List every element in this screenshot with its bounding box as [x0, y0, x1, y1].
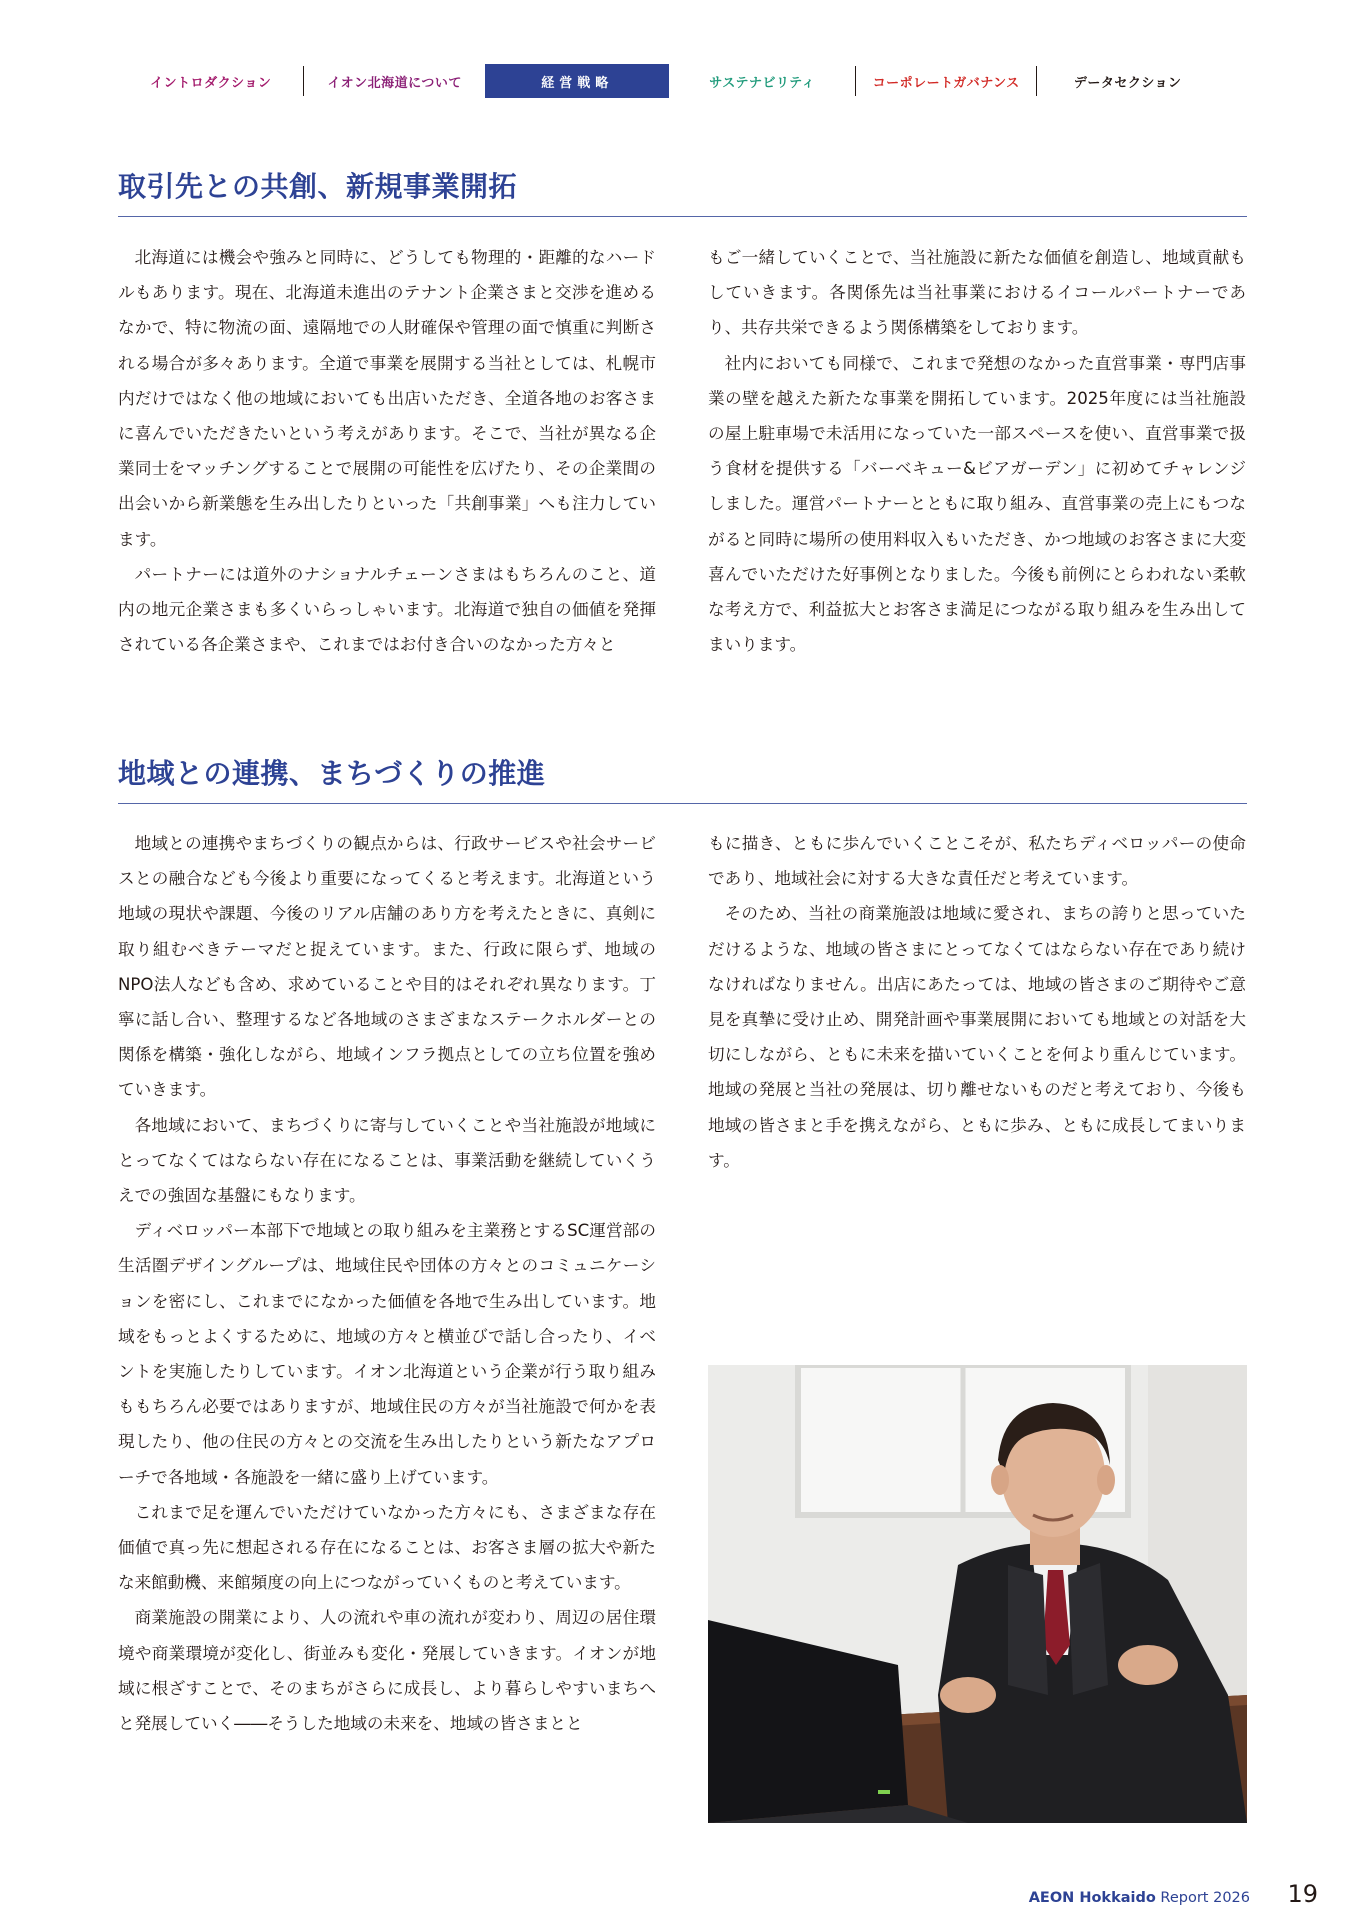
nav-tab-introduction[interactable]: イントロダクション — [150, 75, 272, 91]
nav-tab-about-aeon-hokkaido[interactable]: イオン北海道について — [327, 75, 462, 91]
report-year: Report 2026 — [1155, 1890, 1250, 1906]
section-divider — [118, 803, 1247, 804]
page-number: 19 — [1287, 1880, 1318, 1908]
paragraph: 商業施設の開業により、人の流れや車の流れが変わり、周辺の居住環境や商業環境が変化し、街並みも変化・発展していきます。イオンが地域に根ざすことで、そのまちがさらに成長し、より暮らしやすいまちへと発展していく――そうした地域の未来を、地域の皆さまとと — [118, 1608, 656, 1734]
paragraph: 社内においても同様で、これまで発想のなかった直営事業・専門店事業の壁を越えた新たな事業を開拓しています。2025年度には当社施設の屋上駐車場で未活用になっていた一部スペースを使い、直営事業で扱う食材を提供する「バーベキュー&ビアガーデン」に初めてチャレンジしました。運営パートナーとともに取り組み、直営事業の売上にもつながると同時に場所の使用料収入もいただき、かつ地域のお客さまに大変喜んでいただけた好事例となりました。今後も前例にとらわれない柔軟な考え方で、利益拡大とお客さま満足につながる取り組みを生み出してまいります。 — [708, 353, 1246, 655]
section2-left-column — [118, 826, 656, 1741]
paragraph: 各地域において、まちづくりに寄与していくことや当社施設が地域にとってなくてはならない存在になることは、事業活動を継続していくうえでの強固な基盤にもなります。 — [118, 1115, 656, 1206]
paragraph: 地域との連携やまちづくりの観点からは、行政サービスや社会サービスとの融合なども今後より重要になってくると考えます。北海道という地域の現状や課題、今後のリアル店舗のあり方を考えたときに、真剣に取り組むべきテーマだと捉えています。また、行政に限らず、地域のNPO法人なども含め、求めていることや目的はそれぞれ異なります。丁寧に話し合い、整理するなど各地域のさまざまなステークホルダーとの関係を構築・強化しながら、地域インフラ拠点としての立ち位置を強めていきます。 — [118, 834, 656, 1100]
nav-tab-corporate-governance[interactable]: コーポレートガバナンス — [872, 75, 1020, 91]
paragraph: これまで足を運んでいただけていなかった方々にも、さまざまな存在価値で真っ先に想起される存在になることは、お客さま層の拡大や新たな来館動機、来館頻度の向上につながっていくものと考えています。 — [118, 1502, 656, 1593]
section-divider — [118, 216, 1247, 217]
section-title-regional-collaboration: 地域との連携、まちづくりの推進 — [118, 757, 546, 790]
paragraph: パートナーには道外のナショナルチェーンさまはもちろんのこと、道内の地元企業さまも多くいらっしゃいます。北海道で独自の価値を発揮されている各企業さまや、これまではお付き合いのなかった方々と — [118, 564, 656, 655]
section-title-co-creation: 取引先との共創、新規事業開拓 — [118, 170, 518, 203]
section2-right-column — [708, 826, 1246, 1178]
brand-name: AEON Hokkaido — [1028, 1890, 1156, 1906]
paragraph: もに描き、ともに歩んでいくことこそが、私たちディベロッパーの使命であり、地域社会に対する大きな責任だと考えています。 — [708, 834, 1246, 889]
top-navigation — [118, 64, 1218, 98]
section1-right-column — [708, 240, 1246, 662]
report-brand — [1029, 1890, 1250, 1906]
nav-tab-data-section[interactable]: データセクション — [1073, 75, 1182, 91]
nav-tab-management-strategy[interactable]: 経営戦略 — [485, 64, 669, 98]
executive-illustration — [708, 1365, 1247, 1823]
paragraph: もご一緒していくことで、当社施設に新たな価値を創造し、地域貢献もしていきます。各関係先は当社事業におけるイコールパートナーであり、共存共栄できるよう関係構築をしております。 — [708, 248, 1246, 338]
paragraph: 北海道には機会や強みと同時に、どうしても物理的・距離的なハードルもあります。現在、北海道未進出のテナント企業さまと交渉を進めるなかで、特に物流の面、遠隔地での人財確保や管理の面で慎重に判断される場合が多々あります。全道で事業を展開する当社としては、札幌市内だけではなく他の地域においても出店いただき、全道各地のお客さまに喜んでいただきたいという考えがあります。そこで、当社が異なる企業同士をマッチングすることで展開の可能性を広げたり、その企業間の出会いから新業態を生み出したりといった「共創事業」へも注力しています。 — [118, 248, 656, 549]
paragraph: そのため、当社の商業施設は地域に愛され、まちの誇りと思っていただけるような、地域の皆さまにとってなくてはならない存在であり続けなければなりません。出店にあたっては、地域の皆さまのご期待やご意見を真摯に受け止め、開発計画や事業展開においても地域との対話を大切にしながら、ともに未来を描いていくことを何より重んじています。地域の発展と当社の発展は、切り離せないものだと考えており、今後も地域の皆さまと手を携えながら、ともに歩み、ともに成長してまいります。 — [708, 904, 1246, 1170]
nav-tab-sustainability[interactable]: サステナビリティ — [709, 75, 816, 91]
paragraph: ディベロッパー本部下で地域との取り組みを主業務とするSC運営部の生活圏デザイングループは、地域住民や団体の方々とのコミュニケーションを密にし、これまでになかった価値を各地で生み出しています。地域をもっとよくするために、地域の方々と横並びで話し合ったり、イベントを実施したりしています。イオン北海道という企業が行う取り組みももちろん必要ではありますが、地域住民の方々が当社施設で何かを表現したり、他の住民の方々との交流を生み出したりという新たなアプローチで各地域・各施設を一緒に盛り上げています。 — [118, 1221, 656, 1487]
executive-photo — [708, 1365, 1247, 1823]
section1-left-column — [118, 240, 656, 662]
